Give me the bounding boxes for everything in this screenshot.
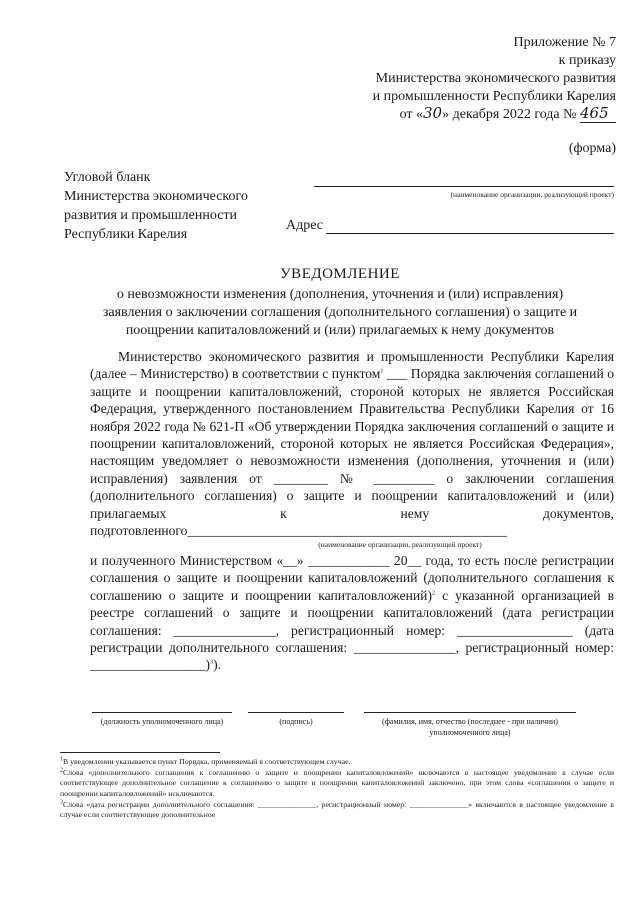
footnote-1-number: 1	[60, 756, 63, 763]
position-line	[92, 712, 232, 713]
footnotes	[60, 757, 614, 821]
organization-caption-2: (наименование организации, реализующей проект)	[318, 540, 482, 549]
body-p2b-text: с указанной организацией в реестре соглашений о защите и поощрении капиталовложений (дата регистрации соглашения: _______________, регистрационный номер: _________________ (дата регистрации дополнительного соглашения: _______________, регистрационный номер: _________________)	[90, 587, 614, 673]
footnote-2-text: Слова «дополнительного соглашения к соглашению о защите и поощрении капиталовложений» включаются в настоящее уведомление в случае если соответствующее дополнительное соглашение к соглашению о защите и поощрении капиталовложений заключено, при этом слова «соглашения о защите и поощрении капиталовложений» исключаются.	[60, 768, 614, 798]
order-date-line	[400, 104, 616, 124]
form-label: (форма)	[568, 141, 616, 156]
notice-subtitle-line-1: о невозможности изменения (дополнения, уточнения и (или) исправления)	[116, 287, 564, 302]
corner-stamp-line-2: Министерства экономического	[64, 189, 248, 204]
corner-stamp-line-1: Угловой бланк	[64, 170, 151, 185]
position-caption: (должность уполномоченного лица)	[100, 717, 224, 726]
order-number-handwritten: 465	[580, 104, 616, 123]
signature-position-field	[92, 712, 232, 727]
notice-subtitle-line-3: поощрении капиталовложений и (или) прилагаемых к нему документов	[125, 323, 555, 338]
footnote-3	[60, 800, 614, 820]
corner-stamp	[64, 168, 248, 244]
footnote-1	[60, 757, 614, 767]
appendix-number: Приложение № 7	[513, 35, 616, 50]
corner-stamp-line-3: развития и промышленности	[64, 208, 238, 223]
notice-subtitle	[40, 286, 640, 340]
footnote-3-text: Слова «дата регистрации дополнительного соглашения: _______________, регистрационный номер: _______________» включаются в настоящее уведомление в случае если соответствующее дополнительное	[60, 799, 614, 820]
body-p1b-text: ___ Порядка заключения соглашений о защите и поощрении капиталовложений, стороной которых не является Российская Федерация, утвержденного постановлением Правительства Республики Карелия от 16 ноября 2022 года № 621-П «Об утверждении Порядка заключения соглашений о защите и поощрении капиталовложений, стороной которых не является Российская Федерация», настоящим уведомляет о невозможности изменения (дополнения, уточнения и (или) исправления) заявления от ________ № _________ о заключении соглашения (дополнительного соглашения) о защите и поощрении капиталовложений и (или) прилагаемых к нему документов, подготовленного	[90, 366, 614, 539]
prepared-by-blank: _______________________________________________	[187, 523, 507, 539]
footnote-2	[60, 768, 614, 799]
body-p1-text: Министерство экономического развития и промышленности Республики Карелия (далее – Министерство) в соответствии с пунктом	[90, 349, 614, 382]
body-p2c-text: ).	[213, 657, 222, 673]
ministry-line-1: Министерства экономического развития	[375, 71, 616, 86]
footnote-ref-2: 2	[432, 590, 435, 597]
notice-subtitle-line-2: заявления о заключении соглашения (дополнительного соглашения) о защите и	[102, 305, 578, 320]
organization-name-caption: (наименование организации, реализующей проект)	[450, 190, 614, 199]
address-label: Адрес	[286, 218, 324, 233]
name-caption: (фамилия, имя, отчество (последнее - при наличии) уполномоченного лица)	[382, 717, 558, 737]
corner-stamp-line-4: Республики Карелия	[64, 227, 188, 242]
signature-sign-field	[248, 712, 344, 727]
signature-caption: (подпись)	[279, 717, 313, 726]
date-middle: » декабря 2022 года №	[442, 107, 580, 122]
signature-line	[248, 712, 344, 713]
address-line	[326, 233, 614, 234]
footnote-separator	[60, 752, 220, 753]
organization-name-line	[314, 186, 614, 187]
notice-title: УВЕДОМЛЕНИЕ	[280, 266, 400, 282]
body-paragraph-1	[90, 348, 614, 539]
body-paragraph-2	[90, 552, 614, 674]
to-order-label: к приказу	[558, 53, 616, 68]
date-day-handwritten: 30	[423, 104, 443, 122]
footnote-ref-3: 3	[210, 659, 214, 666]
footnote-3-number: 3	[60, 799, 63, 806]
body-p2-text: и полученного Министерством «__» ____________ 20__ года, то есть после регистрации соглашения о защите и поощрении капиталовложений (дополнительного соглашения к соглашению о защите и поощрении капиталовложений)	[90, 553, 614, 603]
signature-name-field	[364, 712, 576, 738]
date-prefix: от «	[399, 107, 424, 122]
footnote-1-text: В уведомлении указывается пункт Порядка, применяемый в соответствующем случае.	[63, 757, 351, 766]
name-line	[364, 712, 576, 713]
ministry-line-2: и промышленности Республики Карелия	[372, 89, 616, 104]
footnote-2-number: 2	[60, 767, 63, 774]
footnote-ref-1: 1	[380, 368, 384, 375]
